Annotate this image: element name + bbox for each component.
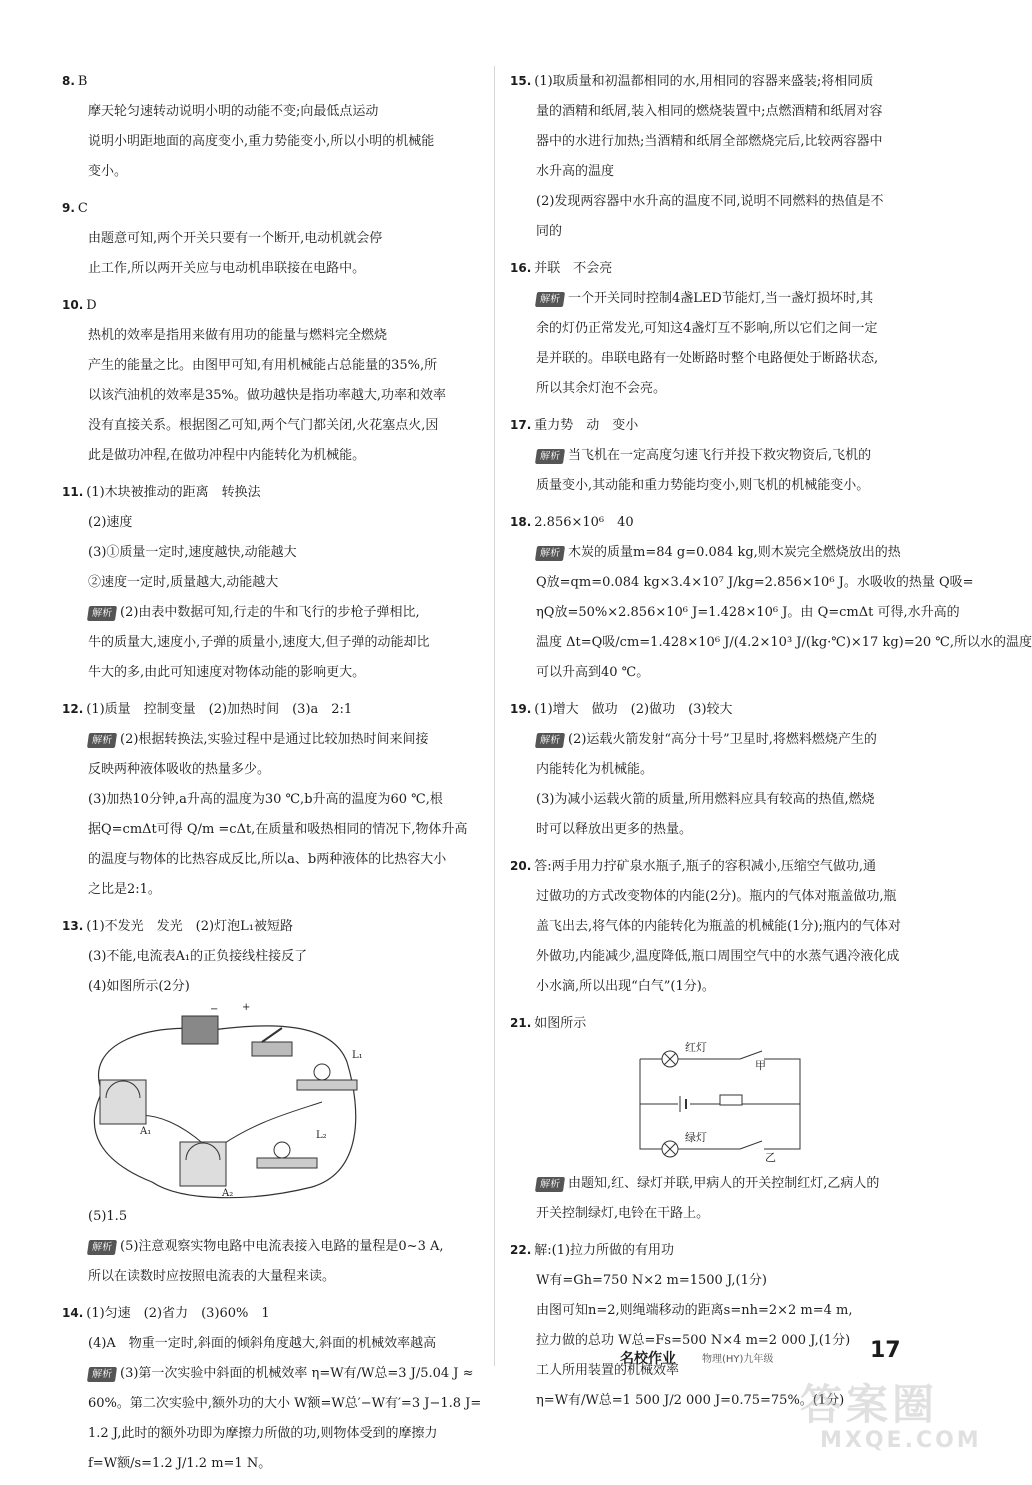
- analysis-line: [510, 374, 930, 404]
- answer-line: 热机的效率是指用来做有用功的能量与燃料完全燃烧: [88, 328, 388, 343]
- analysis-line: f=W额/s=1.2 J/1.2 m=1 N。: [88, 1456, 272, 1471]
- answer-line: (2)速度: [88, 515, 133, 530]
- analysis-line: [510, 538, 930, 568]
- question-first-line: [62, 911, 480, 942]
- answer-line: (4)A 物重一定时,斜面的倾斜角度越大,斜面的机械效率越高: [88, 1336, 437, 1351]
- label-minus: −: [210, 1004, 219, 1015]
- question-number: 19.: [510, 702, 532, 716]
- question-item: [510, 851, 930, 1002]
- question-first-line: [62, 66, 480, 97]
- left-column: [62, 66, 480, 1485]
- answer-line: 拉力做的总功 W总=Fs=500 N×4 m=2 000 J,(1分): [536, 1333, 851, 1348]
- answer-line: 变小。: [88, 164, 128, 179]
- question-number: 12.: [62, 702, 84, 716]
- answer-line: 盖飞出去,将气体的内能转化为瓶盖的机械能(1分);瓶内的气体对: [536, 919, 901, 934]
- analysis-line: [62, 628, 480, 658]
- answer-line: (4)如图所示(2分): [88, 979, 190, 994]
- analysis-tag: 解析: [535, 449, 565, 464]
- question-number: 18.: [510, 515, 532, 529]
- analysis-text: 木炭的质量m=84 g=0.084 kg,则木炭完全燃烧放出的热: [568, 545, 901, 560]
- circuit-figure: [62, 1002, 480, 1202]
- analysis-line: [510, 598, 960, 628]
- question-item: [510, 1008, 930, 1229]
- analysis-text: 开关控制绿灯,电铃在干路上。: [536, 1206, 710, 1221]
- question-answer: D: [86, 298, 97, 313]
- watermark-line2: MXQE.COM: [820, 1428, 982, 1453]
- question-first-line: [510, 851, 930, 882]
- question-answer: 重力势 动 变小: [534, 418, 639, 433]
- question-item: [62, 290, 480, 471]
- question-item: [510, 410, 930, 501]
- question-first-line: [510, 253, 930, 284]
- question-answer: 并联 不会亮: [534, 261, 613, 276]
- watermark-logo: [800, 1372, 990, 1467]
- analysis-line: [510, 1169, 930, 1199]
- question-item: [62, 911, 480, 1292]
- question-answer: 答:两手用力拧矿泉水瓶子,瓶子的容积减小,压缩空气做功,通: [534, 859, 877, 874]
- analysis-line: 之比是2:1。: [88, 882, 161, 897]
- question-first-line: [62, 193, 480, 224]
- question-number: 14.: [62, 1306, 84, 1320]
- analysis-text: 当飞机在一定高度匀速飞行并投下救灾物资后,飞机的: [568, 448, 872, 463]
- analysis-line: 1.2 J,此时的额外功即为摩擦力所做的功,则物体受到的摩擦力: [88, 1426, 438, 1441]
- question-item: [62, 694, 480, 905]
- analysis-text: (5)注意观察实物电路中电流表接入电路的量程是0~3 A,: [120, 1239, 444, 1254]
- analysis-text: 所以在读数时应按照电流表的大量程来读。: [88, 1269, 336, 1284]
- analysis-tag: 解析: [87, 1367, 117, 1382]
- page-footer: [620, 1338, 920, 1374]
- analysis-tag: 解析: [87, 733, 117, 748]
- analysis-text: 一个开关同时控制4盏LED节能灯,当一盏灯损坏时,其: [568, 291, 874, 306]
- analysis-text: 所以其余灯泡不会亮。: [536, 381, 667, 396]
- analysis-line: [62, 755, 480, 785]
- question-number: 20.: [510, 859, 532, 873]
- analysis-line: [62, 1262, 480, 1292]
- answer-line: 产生的能量之比。由图甲可知,有用机械能占总能量的35%,所: [88, 358, 438, 373]
- question-answer: 2.856×10⁶ 40: [534, 515, 634, 530]
- analysis-text: 可以升高到40 ℃。: [536, 665, 650, 680]
- analysis-text: (3)第一次实验中斜面的机械效率 η=W有/W总=3 J/5.04 J ≈: [120, 1366, 474, 1381]
- answer-line: 以该汽油机的效率是35%。做功越快是指功率越大,功率和效率: [88, 388, 447, 403]
- label-red-light: 红灯: [685, 1041, 707, 1054]
- analysis-line: [62, 1359, 480, 1389]
- question-answer: (1)取质量和初温都相同的水,用相同的容器来盛装;将相同质: [534, 74, 874, 89]
- answer-line: 过做功的方式改变物体的内能(2分)。瓶内的气体对瓶盖做功,瓶: [536, 889, 897, 904]
- label-switch-a: 甲: [755, 1059, 766, 1072]
- question-answer: B: [77, 74, 88, 89]
- question-answer: 如图所示: [534, 1016, 587, 1031]
- question-first-line: [510, 694, 930, 725]
- analysis-line: [510, 725, 930, 755]
- analysis-line: [510, 344, 930, 374]
- watermark-line1: 答案圈: [800, 1380, 939, 1429]
- question-answer: (1)不发光 发光 (2)灯泡L₁被短路: [86, 919, 293, 934]
- analysis-line: [62, 1232, 480, 1262]
- analysis-line: 时可以释放出更多的热量。: [536, 822, 693, 837]
- column-divider: [494, 66, 495, 1366]
- analysis-line: [510, 1199, 930, 1229]
- label-a1: A₁: [140, 1126, 152, 1137]
- analysis-line: [510, 658, 930, 688]
- analysis-text: (2)由表中数据可知,行走的牛和飞行的步枪子弹相比,: [120, 605, 420, 620]
- analysis-line: [510, 471, 930, 501]
- analysis-line: 的温度与物体的比热容成反比,所以a、b两种液体的比热容大小: [88, 852, 447, 867]
- question-number: 10.: [62, 298, 84, 312]
- footer-subject: 物理(HY)九年级: [702, 1354, 774, 1365]
- answer-line: 小水滴,所以出现“白气”(1分)。: [536, 979, 715, 994]
- question-item: [62, 193, 480, 284]
- question-first-line: [62, 290, 480, 321]
- answer-line: 由题意可知,两个开关只要有一个断开,电动机就会停: [88, 231, 383, 246]
- answer-line: ②速度一定时,质量越大,动能越大: [88, 575, 279, 590]
- question-first-line: [510, 410, 930, 441]
- question-item: [510, 507, 1032, 688]
- analysis-line: [510, 755, 930, 785]
- analysis-text: 余的灯仍正常发光,可知这4盏灯互不影响,所以它们之间一定: [536, 321, 878, 336]
- answer-line: 摩天轮匀速转动说明小明的动能不变;向最低点运动: [88, 104, 379, 119]
- bell-circuit-diagram: [630, 1039, 810, 1159]
- answer-line: η=W有/W总=1 500 J/2 000 J=0.75=75%。(1分): [536, 1393, 845, 1408]
- question-first-line: [62, 477, 480, 508]
- question-first-line: [62, 694, 480, 725]
- analysis-line: [62, 725, 480, 755]
- answer-line: 此是做功冲程,在做功冲程中内能转化为机械能。: [88, 448, 366, 463]
- question-item: [510, 253, 930, 404]
- question-number: 11.: [62, 485, 84, 499]
- analysis-tag: 解析: [535, 546, 565, 561]
- analysis-text: 反映两种液体吸收的热量多少。: [88, 762, 271, 777]
- label-plus: +: [242, 1002, 251, 1013]
- question-number: 16.: [510, 261, 532, 275]
- label-a2: A₂: [222, 1188, 234, 1199]
- answer-line: (2)发现两容器中水升高的温度不同,说明不同燃料的热值是不: [536, 194, 884, 209]
- analysis-text: 质量变小,其动能和重力势能均变小,则飞机的机械能变小。: [536, 478, 870, 493]
- analysis-text: (2)根据转换法,实验过程中是通过比较加热时间来间接: [120, 732, 429, 747]
- analysis-line: [510, 284, 930, 314]
- page-number: 17: [870, 1338, 901, 1363]
- label-l1: L₁: [352, 1050, 363, 1061]
- label-green-light: 绿灯: [685, 1131, 707, 1144]
- question-number: 8.: [62, 74, 75, 88]
- analysis-line: [510, 441, 930, 471]
- analysis-line: 据Q=cmΔt可得 Q/m =cΔt,在质量和吸热相同的情况下,物体升高: [88, 822, 468, 837]
- question-item: [62, 477, 480, 688]
- answer-line: (5)1.5: [88, 1209, 128, 1224]
- question-first-line: [510, 1008, 930, 1039]
- answer-line: 说明小明距地面的高度变小,重力势能变小,所以小明的机械能: [88, 134, 435, 149]
- analysis-text: (2)运载火箭发射“高分十号”卫星时,将燃料燃烧产生的: [568, 732, 877, 747]
- analysis-tag: 解析: [535, 292, 565, 307]
- answer-line: 由图可知n=2,则绳端移动的距离s=nh=2×2 m=4 m,: [536, 1303, 853, 1318]
- answer-line: 没有直接关系。根据图乙可知,两个气门都关闭,火花塞点火,因: [88, 418, 439, 433]
- analysis-text: 牛大的多,由此可知速度对物体动能的影响更大。: [88, 665, 366, 680]
- analysis-line: [510, 568, 974, 598]
- analysis-text: 由题知,红、绿灯并联,甲病人的开关控制红灯,乙病人的: [568, 1176, 880, 1191]
- analysis-text: 内能转化为机械能。: [536, 762, 654, 777]
- question-answer: C: [77, 201, 88, 216]
- question-answer: 解:(1)拉力所做的有用功: [534, 1243, 675, 1258]
- question-number: 15.: [510, 74, 532, 88]
- question-first-line: [510, 1235, 930, 1266]
- answer-line: 外做功,内能减少,温度降低,瓶口周围空气中的水蒸气遇冷液化成: [536, 949, 900, 964]
- question-item: [62, 1298, 480, 1479]
- question-first-line: [510, 66, 930, 97]
- analysis-text: Q放=qm=0.084 kg×3.4×10⁷ J/kg=2.856×10⁶ J。水吸收的热量 Q吸=: [536, 575, 974, 590]
- answer-line: 器中的水进行加热;当酒精和纸屑全部燃烧完后,比较两容器中: [536, 134, 883, 149]
- circuit-figure: [510, 1039, 930, 1169]
- answer-line: (3)不能,电流表A₁的正负接线柱接反了: [88, 949, 308, 964]
- analysis-text: 牛的质量大,速度小,子弹的质量小,速度大,但子弹的动能却比: [88, 635, 430, 650]
- analysis-tag: 解析: [535, 733, 565, 748]
- circuit-diagram: [62, 1002, 392, 1202]
- analysis-line: (3)为减小运载火箭的质量,所用燃料应具有较高的热值,燃烧: [536, 792, 875, 807]
- analysis-tag: 解析: [87, 1240, 117, 1255]
- answer-line: 水升高的温度: [536, 164, 615, 179]
- question-answer: (1)增大 做功 (2)做功 (3)较大: [534, 702, 733, 717]
- label-switch-b: 乙: [765, 1151, 776, 1164]
- analysis-text: 温度 Δt=Q吸/cm=1.428×10⁶ J/(4.2×10³ J/(kg·℃)×17 kg)=20 ℃,所以水的温度: [536, 635, 1032, 650]
- question-answer: (1)匀速 (2)省力 (3)60% 1: [86, 1306, 270, 1321]
- question-item: [510, 66, 930, 247]
- question-number: 9.: [62, 201, 75, 215]
- answer-line: W有=Gh=750 N×2 m=1500 J,(1分): [536, 1273, 767, 1288]
- question-number: 21.: [510, 1016, 532, 1030]
- answer-line: 工人所用装置的机械效率: [536, 1363, 680, 1378]
- answer-line: 同的: [536, 224, 563, 239]
- question-number: 17.: [510, 418, 532, 432]
- question-answer: (1)质量 控制变量 (2)加热时间 (3)a 2:1: [86, 702, 353, 717]
- analysis-line: [510, 628, 1032, 658]
- right-column: [510, 66, 1032, 1422]
- question-number: 13.: [62, 919, 84, 933]
- answer-line: 止工作,所以两开关应与电动机串联接在电路中。: [88, 261, 366, 276]
- analysis-text: 是并联的。串联电路有一处断路时整个电路便处于断路状态,: [536, 351, 879, 366]
- analysis-text: ηQ放=50%×2.856×10⁶ J=1.428×10⁶ J。由 Q=cmΔt 可得,水升高的: [536, 605, 960, 620]
- analysis-line: [510, 314, 930, 344]
- question-item: [62, 66, 480, 187]
- analysis-line: [62, 598, 480, 628]
- analysis-line: 60%。第二次实验中,额外功的大小 W额=W总′−W有′=3 J−1.8 J=: [88, 1396, 482, 1411]
- question-number: 22.: [510, 1243, 532, 1257]
- analysis-line: (3)加热10分钟,a升高的温度为30 ℃,b升高的温度为60 ℃,根: [88, 792, 443, 807]
- question-answer: (1)木块被推动的距离 转换法: [86, 485, 261, 500]
- question-first-line: [62, 1298, 480, 1329]
- question-first-line: [510, 507, 930, 538]
- analysis-tag: 解析: [535, 1177, 565, 1192]
- question-item: [510, 694, 930, 845]
- analysis-tag: 解析: [87, 606, 117, 621]
- footer-brand: 名校作业: [620, 1351, 676, 1367]
- label-l2: L₂: [316, 1130, 327, 1141]
- analysis-line: [62, 658, 480, 688]
- answer-line: 量的酒精和纸屑,装入相同的燃烧装置中;点燃酒精和纸屑对容: [536, 104, 883, 119]
- answer-line: (3)①质量一定时,速度越快,动能越大: [88, 545, 297, 560]
